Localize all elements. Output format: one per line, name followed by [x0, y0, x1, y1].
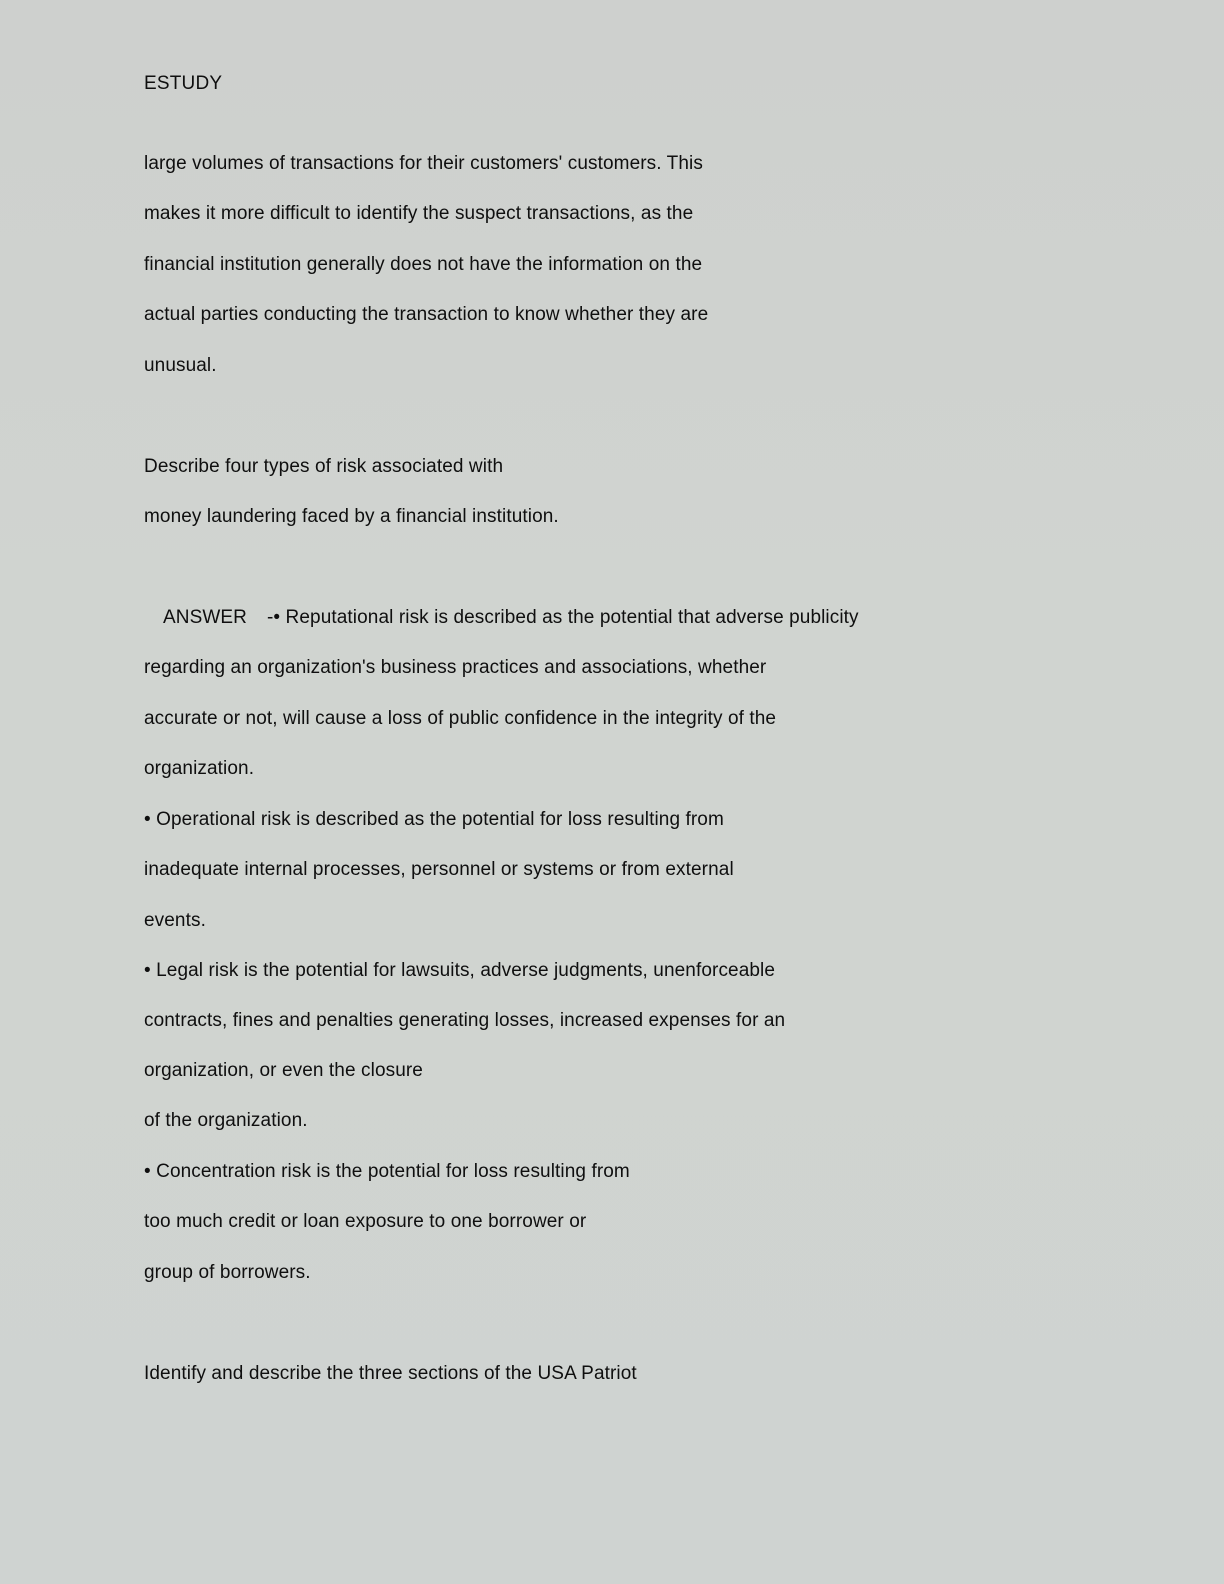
text-line: unusual.	[144, 355, 217, 376]
bullet-line: • Operational risk is described as the potential for loss resulting from	[144, 809, 724, 830]
text-line: organization.	[144, 758, 255, 779]
answer-text: -• Reputational risk is described as the potential that adverse publicity	[267, 607, 859, 628]
bullet-line: • Concentration risk is the potential for loss resulting from	[144, 1161, 630, 1182]
text-line: financial institution generally does not have the information on the	[144, 254, 703, 275]
question-line: Describe four types of risk associated with	[144, 456, 504, 477]
text-line: inadequate internal processes, personnel or systems or from external	[144, 859, 734, 880]
answer-line	[144, 606, 859, 630]
text-line: actual parties conducting the transaction to know whether they are	[144, 304, 709, 325]
page-header: ESTUDY	[144, 73, 223, 94]
text-line: accurate or not, will cause a loss of public confidence in the integrity of the	[144, 708, 777, 729]
text-line: group of borrowers.	[144, 1262, 311, 1283]
text-line: large volumes of transactions for their customers' customers. This	[144, 153, 703, 174]
text-line: events.	[144, 910, 206, 931]
question-line: Identify and describe the three sections of the USA Patriot	[144, 1363, 637, 1384]
text-line: too much credit or loan exposure to one borrower or	[144, 1211, 587, 1232]
text-line: of the organization.	[144, 1110, 308, 1131]
question-line: money laundering faced by a financial institution.	[144, 506, 559, 527]
text-line: makes it more difficult to identify the suspect transactions, as the	[144, 203, 694, 224]
bullet-line: • Legal risk is the potential for lawsuits, adverse judgments, unenforceable	[144, 960, 776, 981]
text-line: contracts, fines and penalties generating losses, increased expenses for an	[144, 1010, 786, 1031]
text-line: organization, or even the closure	[144, 1060, 423, 1081]
answer-label: ANSWER	[163, 607, 247, 628]
text-line: regarding an organization's business practices and associations, whether	[144, 657, 767, 678]
